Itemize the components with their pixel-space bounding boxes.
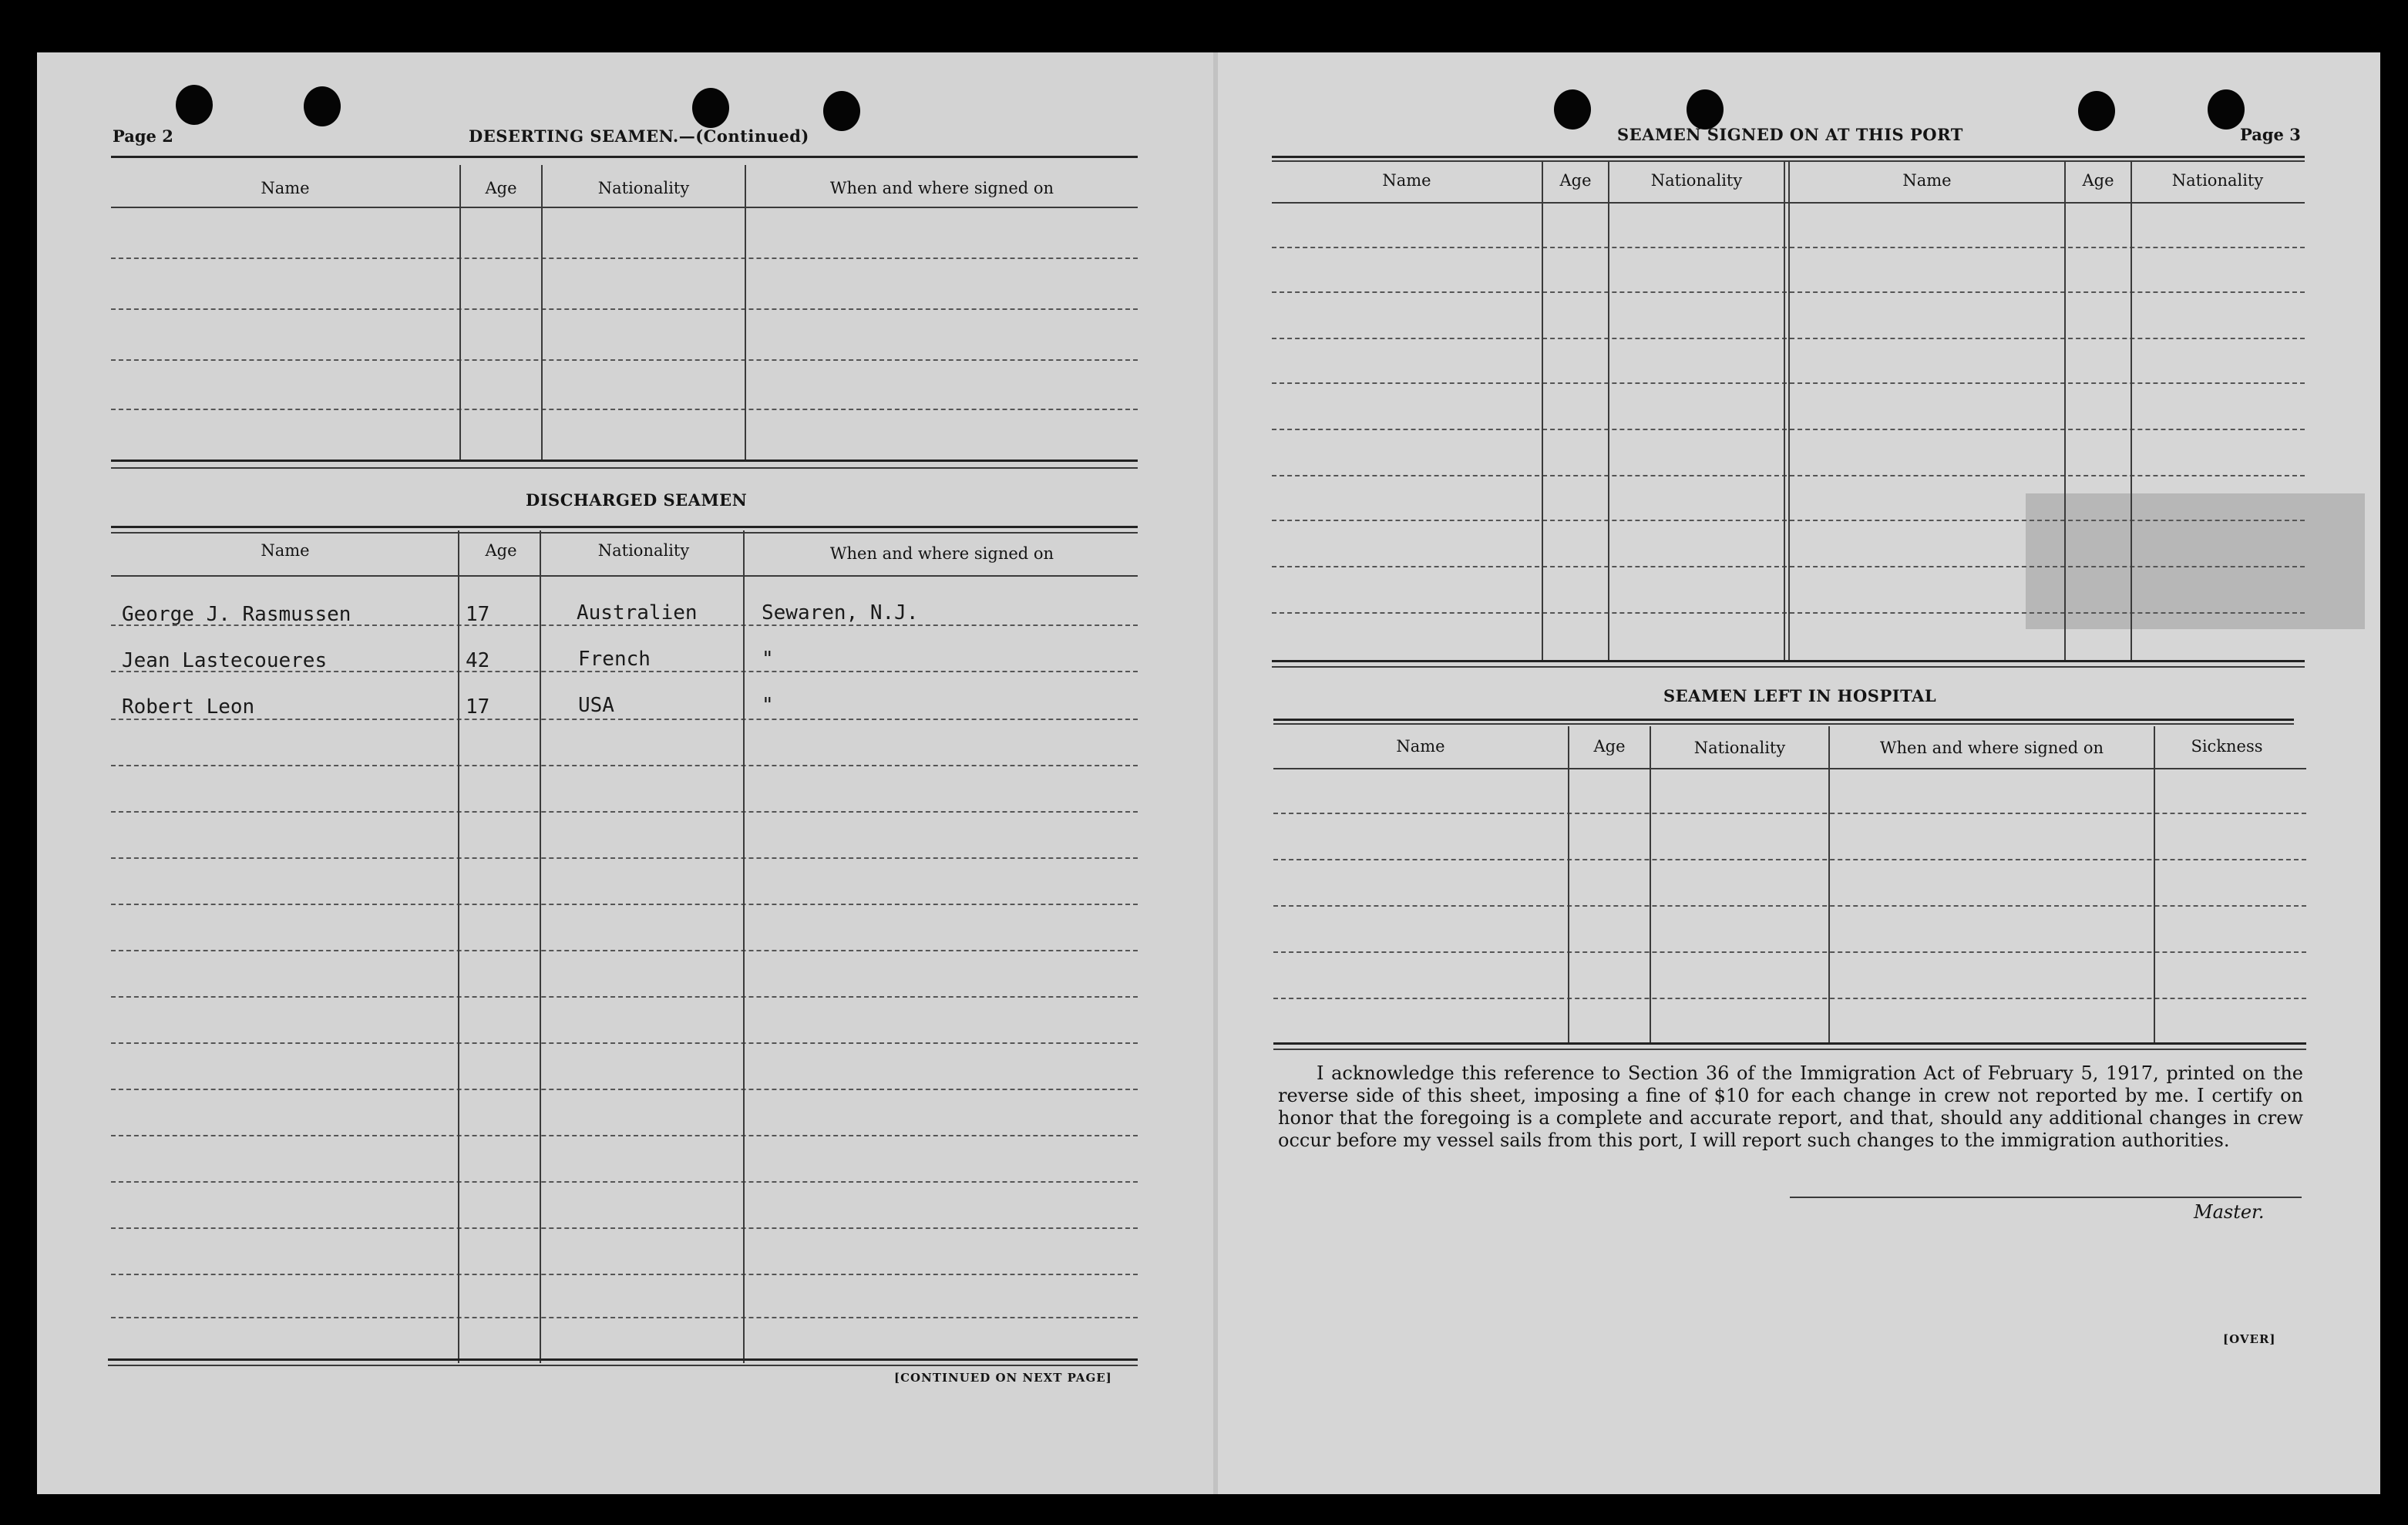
col-header-age: Age <box>2082 171 2114 190</box>
col-header-name: Name <box>1902 171 1952 190</box>
row-line <box>111 996 1138 998</box>
table-rule <box>111 156 1138 158</box>
col-header-age: Age <box>1593 737 1626 756</box>
table-rule <box>111 460 1138 462</box>
column-divider <box>1784 160 1785 662</box>
table-row-name: Robert Leon <box>122 695 255 719</box>
punch-hole <box>176 85 213 125</box>
row-line <box>111 1274 1138 1275</box>
punch-hole <box>2208 89 2245 130</box>
header-rule <box>1273 768 2306 769</box>
row-line <box>111 811 1138 813</box>
table-row-signed-on: " <box>762 694 774 717</box>
table-row-name: George J. Rasmussen <box>122 603 351 626</box>
row-line <box>111 308 1138 310</box>
table-rule <box>108 1358 1138 1361</box>
column-divider <box>541 165 543 460</box>
column-divider <box>1568 726 1569 1044</box>
column-divider <box>1608 160 1609 662</box>
left-page <box>37 52 1215 1494</box>
table-row-nationality: French <box>578 648 651 671</box>
table-row-name: Jean Lastecoueres <box>122 649 328 672</box>
column-divider <box>2154 726 2155 1044</box>
punch-hole <box>2078 91 2115 131</box>
table-rule <box>1273 723 2294 725</box>
row-line <box>111 359 1138 361</box>
col-header-nationality: Nationality <box>1693 739 1786 757</box>
column-divider <box>2131 160 2132 662</box>
acknowledgement-text: I acknowledge this reference to Section 36 of the Immigration Act of February 5, 1917, printed on the reverse side of this sheet, imposing a fine of $10 for each change in crew not reported by me. I certify on honor that the foregoing is a complete and accurate report, and that, should any additional changes in crew occur before my vessel sails from this port, I will report such changes to the immigration authorities. <box>1278 1062 2303 1151</box>
col-header-nationality: Nationality <box>597 541 690 560</box>
row-line <box>111 719 1138 720</box>
row-line <box>1273 859 2306 860</box>
table-row-age: 42 <box>466 649 490 672</box>
row-line <box>111 671 1138 672</box>
punch-hole <box>823 91 860 131</box>
column-divider <box>1650 726 1651 1044</box>
table-rule <box>1272 660 2305 662</box>
row-line <box>111 1135 1138 1136</box>
column-divider <box>745 165 746 460</box>
col-header-name: Name <box>1396 737 1445 756</box>
table-row-nationality: Australien <box>577 601 698 624</box>
row-line <box>111 258 1138 259</box>
col-header-signed-on: When and where signed on <box>1879 739 2104 757</box>
page-number-right: Page 3 <box>2240 125 2301 144</box>
punch-hole <box>1554 89 1591 130</box>
row-line <box>111 1227 1138 1229</box>
deserting-seamen-title: DESERTING SEAMEN.—(Continued) <box>469 126 809 146</box>
tape-strip <box>2026 493 2365 629</box>
row-line <box>111 1042 1138 1044</box>
col-header-sickness: Sickness <box>2191 737 2263 756</box>
table-rule <box>1272 666 2305 668</box>
column-divider <box>540 530 541 1363</box>
row-line <box>111 409 1138 410</box>
row-line <box>1273 813 2306 814</box>
col-header-age: Age <box>485 541 517 560</box>
punch-hole <box>692 88 729 128</box>
table-row-age: 17 <box>466 695 490 719</box>
row-line <box>111 904 1138 905</box>
over-note: [OVER] <box>2223 1332 2276 1346</box>
col-header-nationality: Nationality <box>2171 171 2264 190</box>
row-line <box>1273 951 2306 953</box>
col-header-age: Age <box>1559 171 1592 190</box>
table-row-signed-on: " <box>762 648 774 671</box>
row-line <box>1273 998 2306 999</box>
table-rule <box>1273 1049 2306 1050</box>
row-line <box>111 624 1138 626</box>
signed-on-title: SEAMEN SIGNED ON AT THIS PORT <box>1617 125 1963 144</box>
column-divider <box>743 530 745 1363</box>
page-fold <box>1213 52 1218 1494</box>
col-header-name: Name <box>261 179 310 197</box>
table-rule <box>111 532 1138 534</box>
discharged-seamen-title: DISCHARGED SEAMEN <box>526 490 748 510</box>
row-line <box>111 950 1138 951</box>
row-line <box>111 1089 1138 1090</box>
hospital-title: SEAMEN LEFT IN HOSPITAL <box>1663 686 1937 705</box>
col-header-name: Name <box>261 541 310 560</box>
punch-hole <box>1687 89 1724 130</box>
col-header-signed-on: When and where signed on <box>829 544 1054 563</box>
col-header-nationality: Nationality <box>1650 171 1743 190</box>
header-rule <box>111 575 1138 577</box>
table-rule <box>1273 1042 2306 1045</box>
column-divider <box>458 530 459 1363</box>
column-divider <box>1788 160 1790 662</box>
column-divider <box>2064 160 2066 662</box>
punch-hole <box>304 86 341 126</box>
column-divider <box>459 165 461 460</box>
header-rule <box>111 207 1138 208</box>
row-line <box>1273 905 2306 907</box>
table-rule <box>111 526 1138 528</box>
column-divider <box>1542 160 1543 662</box>
row-line <box>111 1317 1138 1318</box>
continued-note: [CONTINUED ON NEXT PAGE] <box>894 1371 1112 1385</box>
col-header-age: Age <box>485 179 517 197</box>
column-divider <box>1828 726 1830 1044</box>
table-row-signed-on: Sewaren, N.J. <box>762 601 919 624</box>
col-header-name: Name <box>1382 171 1431 190</box>
table-row-age: 17 <box>466 603 490 626</box>
table-rule <box>108 1365 1138 1366</box>
table-row-nationality: USA <box>578 694 614 717</box>
table-rule <box>111 467 1138 469</box>
col-header-nationality: Nationality <box>597 179 690 197</box>
master-signature-label: Master. <box>2194 1201 2265 1223</box>
table-rule <box>1273 719 2294 721</box>
table-rule <box>1272 156 2305 158</box>
row-line <box>111 765 1138 766</box>
row-line <box>111 857 1138 859</box>
page-number-left: Page 2 <box>113 126 173 146</box>
row-line <box>111 1181 1138 1183</box>
signature-line <box>1790 1197 2302 1198</box>
col-header-signed-on: When and where signed on <box>829 179 1054 197</box>
